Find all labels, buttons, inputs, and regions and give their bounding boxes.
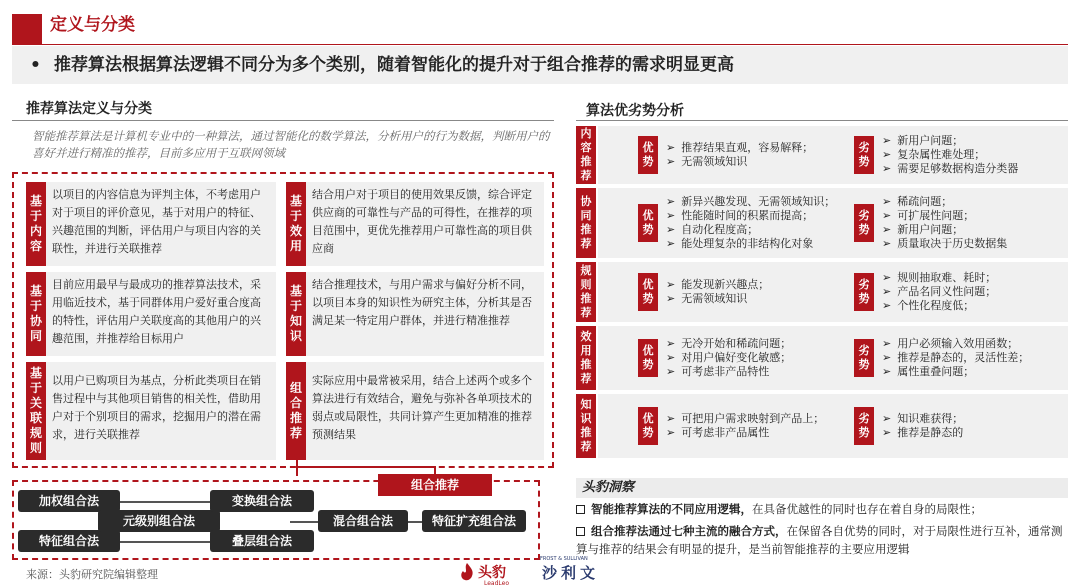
arrow-bullet-icon: ➢ [666,365,676,378]
category-utility [286,182,544,266]
advantage-badge: 优势 [638,407,658,445]
arrow-bullet-icon: ➢ [666,426,676,439]
connector-line [296,460,298,476]
analysis-row [576,188,1068,258]
header-accent-block [12,14,42,44]
list-text: 可把用户需求映射到产品上； [681,412,825,425]
category-text: 目前应用最早与最成功的推荐算法技术，采用临近技术，基于同群体用户爱好重合度高的特性，评估用户关联度高的其他用户的兴趣范围，并推荐给目标用户 [46,272,276,356]
advantage-badge: 优势 [638,136,658,174]
con-item [882,162,1018,176]
method-mixed: 混合组合法 [318,510,408,532]
pro-item [666,223,835,237]
left-section-title: 推荐算法定义与分类 [26,101,152,117]
list-text: 推荐结果直观，容易解释； [681,141,814,154]
list-text: 新用户问题； [897,223,964,236]
list-text: 对用户偏好变化敏感； [681,351,792,364]
category-content [26,182,276,266]
category-label: 基于关联规则 [26,362,46,460]
arrow-bullet-icon: ➢ [882,337,892,350]
algorithm-label: 效用推荐 [576,326,596,390]
category-text: 以用户已购项目为基点，分析此类项目在销售过程中与其他项目销售的相关性，借助用户对于个别项目的需求，挖掘用户的潜在需求，进行关联推荐 [46,362,276,460]
con-item [882,365,1029,379]
cons-list [882,412,963,440]
arrow-bullet-icon: ➢ [666,292,676,305]
disadvantage-badge: 劣势 [854,136,874,174]
right-section-title: 算法优劣势分析 [586,103,684,119]
category-text: 结合用户对于项目的使用效果反馈，综合评定供应商的可靠性与产品的可得性，在推荐的项目范围中，更优先推荐用户可靠性高的项目供应商 [306,182,544,266]
list-text: 个性化程度低； [897,299,975,312]
category-label: 基于知识 [286,272,306,356]
method-feature-combination: 特征组合法 [18,530,120,552]
arrow-bullet-icon: ➢ [882,285,892,298]
category-collaborative [26,272,276,356]
arrow-bullet-icon: ➢ [666,223,676,236]
category-association-rules [26,362,276,460]
pro-item [666,292,769,306]
con-item [882,285,996,299]
insight-rest: 在具备优越性的同时也存在着自身的局限性； [752,502,982,516]
key-message-banner [12,46,1068,84]
leadleo-logo-icon [458,562,476,582]
arrow-bullet-icon: ➢ [666,195,676,208]
checkbox-icon [576,527,585,536]
analysis-body [598,262,1068,322]
arrow-bullet-icon: ➢ [882,365,892,378]
pro-item [666,426,824,440]
analysis-body [598,394,1068,458]
insight-bold: 组合推荐法通过七种主流的融合方式， [591,524,787,538]
list-text: 能发现新兴趣点； [681,278,770,291]
cons-list [882,134,1018,176]
list-text: 推荐是静态的，灵活性差； [897,351,1030,364]
analysis-body [598,188,1068,258]
right-section-rule [576,120,1068,121]
pros-list [666,278,769,306]
arrow-bullet-icon: ➢ [882,223,892,236]
algorithm-label: 规则推荐 [576,262,596,322]
method-switching: 变换组合法 [210,490,314,512]
category-hybrid [286,362,544,460]
arrow-bullet-icon: ➢ [666,412,676,425]
connector-line [296,466,436,468]
method-weighted: 加权组合法 [18,490,120,512]
key-message-text: 推荐算法根据算法逻辑不同分为多个类别，随着智能化的提升对于组合推荐的需求明显更高 [54,55,734,75]
source-note: 来源：头豹研究院编辑整理 [26,568,158,581]
pro-item [666,337,791,351]
disadvantage-badge: 劣势 [854,407,874,445]
connector-line [290,521,320,523]
disadvantage-badge: 劣势 [854,273,874,311]
list-text: 可扩展性问题； [897,209,975,222]
cons-list [882,195,1007,251]
insight-bold: 智能推荐算法的不同应用逻辑， [591,502,752,516]
analysis-body [598,126,1068,184]
arrow-bullet-icon: ➢ [882,209,892,222]
con-item [882,148,1018,162]
arrow-bullet-icon: ➢ [666,337,676,350]
cons-list [882,337,1029,379]
list-text: 属性重叠问题； [897,365,975,378]
list-text: 自动化程度高； [681,223,759,236]
definition-intro: 智能推荐算法是计算机专业中的一种算法，通过智能化的数学算法，分析用户的行为数据，判断用户的喜好并进行精准的推荐，目前多应用于互联网领域 [32,129,550,160]
list-text: 无冷开始和稀疏问题； [681,337,792,350]
pros-list [666,337,791,379]
bullet-dot: • [30,55,41,75]
method-meta-level: 元级别组合法 [98,510,220,532]
pro-item [666,365,791,379]
arrow-bullet-icon: ➢ [882,351,892,364]
insight-rest: 在保留各自优势的同时，对于局限性进行互补，通常测算与推荐的结果会有明显的提升，是当前智能推荐的主要应用逻辑 [576,524,1063,556]
pros-list [666,195,835,251]
category-label: 基于效用 [286,182,306,266]
analysis-row [576,126,1068,184]
list-text: 规则抽取难、耗时； [897,271,997,284]
leadleo-logo-sub: LeadLeo [484,580,510,586]
pro-item [666,155,813,169]
category-text: 结合推理技术，与用户需求与偏好分析不同，以项目本身的知识性为研究主体，分析其是否满足某一特定用户群体，并进行精准推荐 [306,272,544,356]
cons-list [882,271,996,313]
con-item [882,209,1007,223]
arrow-bullet-icon: ➢ [666,351,676,364]
algorithm-label: 内容推荐 [576,126,596,184]
category-label: 组合推荐 [286,362,306,460]
arrow-bullet-icon: ➢ [882,299,892,312]
list-text: 知识难获得； [897,412,964,425]
category-text: 以项目的内容信息为评判主体，不考虑用户对于项目的评价意见，基于对用户的特征、兴趣范围的判断，评估用户与项目内容的关联性，并进行关联推荐 [46,182,276,266]
list-text: 性能随时间的积累而提高； [681,209,814,222]
advantage-badge: 优势 [638,273,658,311]
advantage-badge: 优势 [638,339,658,377]
category-knowledge [286,272,544,356]
list-text: 无需领域知识 [681,292,748,305]
list-text: 产品名同义性问题； [897,285,997,298]
con-item [882,337,1029,351]
list-text: 推荐是静态的 [897,426,964,439]
algorithm-label: 知识推荐 [576,394,596,458]
connector-line [120,541,210,543]
pros-list [666,141,813,169]
arrow-bullet-icon: ➢ [666,237,676,250]
con-item [882,195,1007,209]
list-text: 可考虑非产品属性 [681,426,770,439]
list-text: 可考虑非产品特性 [681,365,770,378]
con-item [882,351,1029,365]
con-item [882,426,963,440]
con-item [882,134,1018,148]
list-text: 质量取决于历史数据集 [897,237,1008,250]
arrow-bullet-icon: ➢ [882,162,892,175]
analysis-body [598,326,1068,390]
arrow-bullet-icon: ➢ [666,209,676,222]
list-text: 能处理复杂的非结构化对象 [681,237,814,250]
insight-title: 头豹洞察 [576,478,1068,498]
con-item [882,271,996,285]
disadvantage-badge: 劣势 [854,339,874,377]
list-text: 需要足够数据构造分类器 [897,162,1019,175]
disadvantage-badge: 劣势 [854,204,874,242]
frost-sullivan-logo-text: 沙利文 [542,564,600,582]
arrow-bullet-icon: ➢ [882,237,892,250]
arrow-bullet-icon: ➢ [882,271,892,284]
pro-item [666,237,835,251]
arrow-bullet-icon: ➢ [882,148,892,161]
method-cascade: 叠层组合法 [210,530,314,552]
arrow-bullet-icon: ➢ [666,155,676,168]
header-divider [12,44,1068,45]
arrow-bullet-icon: ➢ [882,134,892,147]
list-text: 稀疏问题； [897,195,953,208]
insight-item [576,500,1068,518]
arrow-bullet-icon: ➢ [666,278,676,291]
category-label: 基于协同 [26,272,46,356]
analysis-row [576,326,1068,390]
frost-sullivan-sub: FROST & SULLIVAN [540,556,588,562]
analysis-row [576,262,1068,322]
con-item [882,237,1007,251]
pro-item [666,195,835,209]
arrow-bullet-icon: ➢ [882,195,892,208]
method-feature-augmentation: 特征扩充组合法 [422,510,526,532]
arrow-bullet-icon: ➢ [882,426,892,439]
advantage-badge: 优势 [638,204,658,242]
insight-item [576,522,1068,558]
pro-item [666,209,835,223]
list-text: 新异兴趣发现、无需领域知识； [681,195,836,208]
algorithm-label: 协同推荐 [576,188,596,258]
pro-item [666,141,813,155]
con-item [882,223,1007,237]
leadleo-logo-text: 头豹 [478,565,506,581]
category-text: 实际应用中最常被采用，结合上述两个或多个算法进行有效结合，避免与弥补各单项技术的弱点或局限性，共同计算产生更加精准的推荐预测结果 [306,362,544,460]
con-item [882,412,963,426]
arrow-bullet-icon: ➢ [882,412,892,425]
list-text: 新用户问题； [897,134,964,147]
pro-item [666,351,791,365]
analysis-row [576,394,1068,458]
list-text: 用户必须输入效用函数； [897,337,1019,350]
connector-line [120,501,210,503]
page-title: 定义与分类 [50,15,135,35]
con-item [882,299,996,313]
combination-tag: 组合推荐 [378,474,492,496]
list-text: 复杂属性难处理； [897,148,986,161]
pro-item [666,278,769,292]
arrow-bullet-icon: ➢ [666,141,676,154]
category-label: 基于内容 [26,182,46,266]
left-section-rule [12,120,554,121]
list-text: 无需领域知识 [681,155,748,168]
pros-list [666,412,824,440]
checkbox-icon [576,505,585,514]
pro-item [666,412,824,426]
